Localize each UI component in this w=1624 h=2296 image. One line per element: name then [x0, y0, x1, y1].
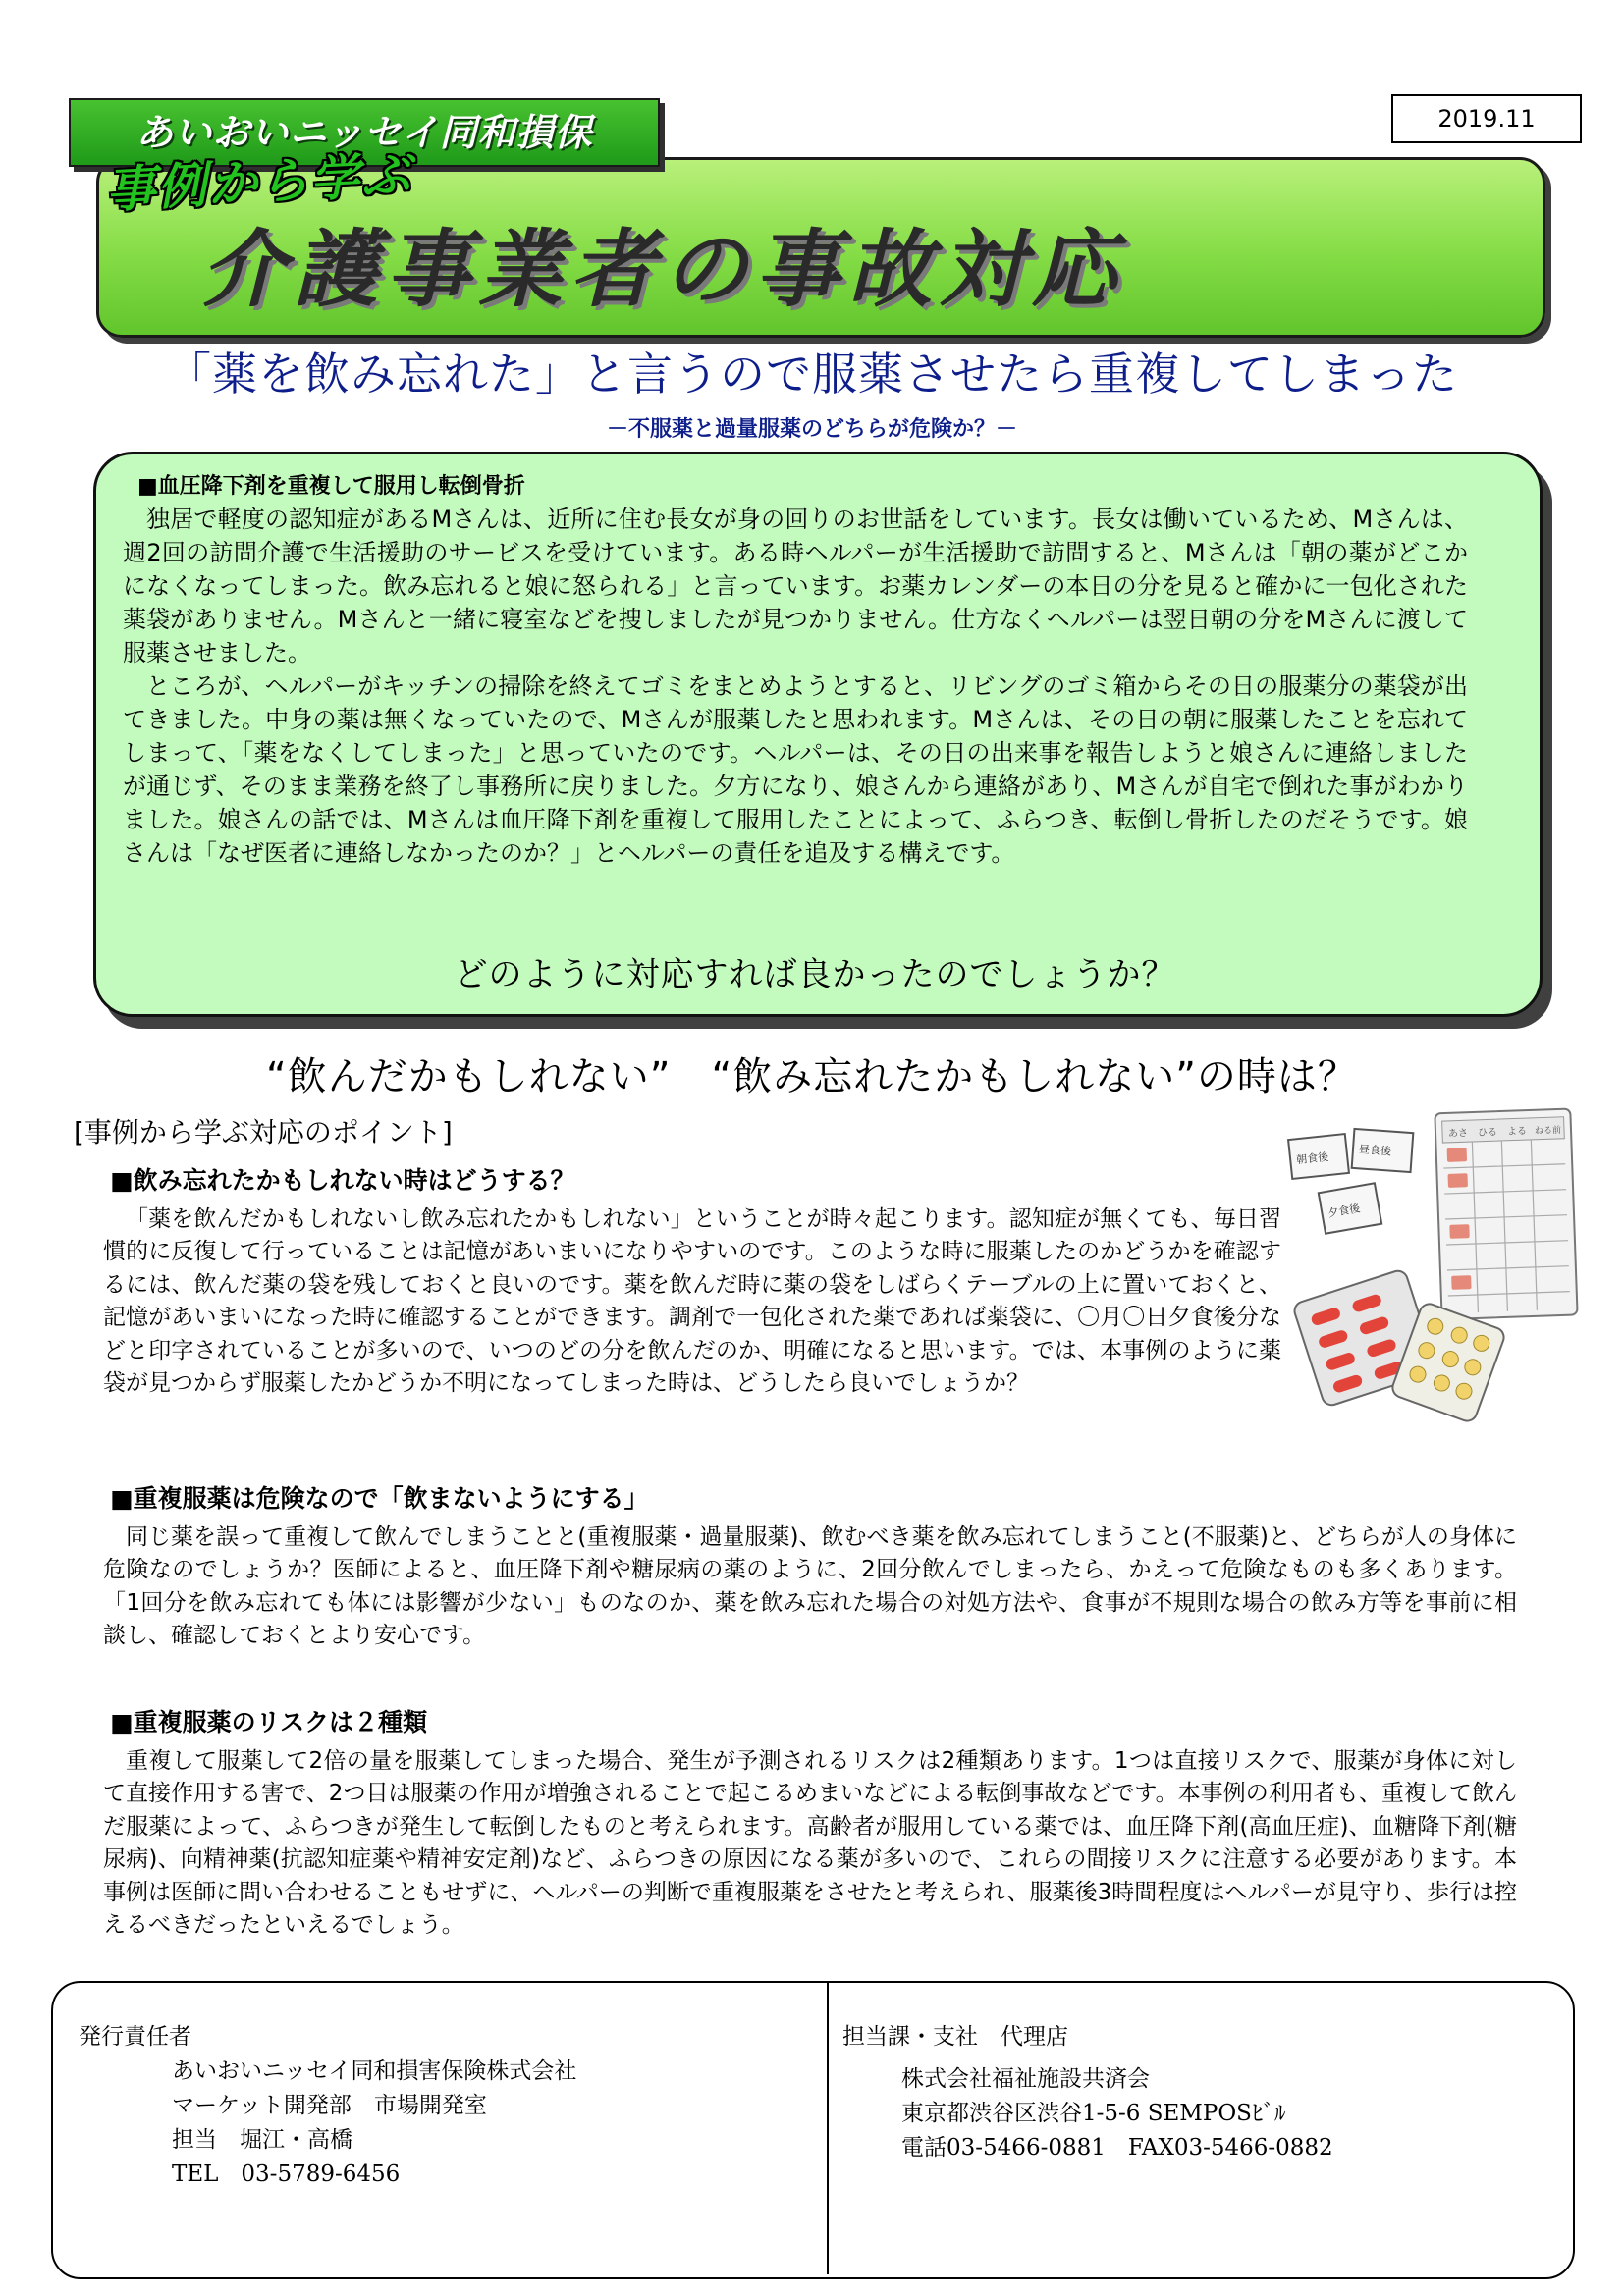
point-paragraph: 同じ薬を誤って重複して飲んでしまうことと(重複服薬・過量服薬)、飲むべき薬を飲み忘れてしまうこと(不服薬)と、どちらが人の身体に危険なのでしょうか？医師によると、血圧降下剤や糖尿病の薬のように、2回分飲んでしまったら、かえって危険なものも多くあります。「1回分を飲み忘れても体には影響が少ない」ものなのか、薬を飲み忘れた場合の対処方法や、食事が不規則な場合の飲み方等を事前に相談し、確認しておくとより安心です。 — [103, 1524, 1517, 1649]
calendar-tab-noon: ひる — [1477, 1127, 1498, 1139]
publisher-info — [79, 2020, 576, 2192]
agency-address: 東京都渋谷区渋谷1-5-6 SEMPOSﾋﾞﾙ — [901, 2101, 1286, 2126]
publisher-phone: TEL 03-5789-6456 — [172, 2162, 401, 2187]
bag-label: 夕食後 — [1326, 1201, 1362, 1220]
agency-info — [842, 2020, 1333, 2165]
section-title: “飲んだかもしれない” “飲み忘れたかもしれない”の時は？ — [266, 1054, 1358, 1099]
page-subtitle: －不服薬と過量服薬のどちらが危険か？－ — [606, 417, 1017, 442]
series-title: 介護事業者の事故対応 — [201, 221, 1124, 319]
publisher-company: あいおいニッセイ同和損害保険株式会社 — [172, 2058, 577, 2084]
case-text — [123, 503, 1468, 870]
publisher-contact-person: 担当 堀江・高橋 — [172, 2127, 352, 2153]
brand-label: あいおいニッセイ同和損保 — [69, 98, 660, 167]
medicine-bag-icon — [1288, 1129, 1413, 1234]
calendar-tab-morning: あさ — [1447, 1128, 1469, 1140]
point-text — [103, 1745, 1517, 1942]
agency-phone: 電話03-5466-0881 FAX03-5466-0882 — [901, 2135, 1333, 2161]
bag-label: 朝食後 — [1295, 1149, 1329, 1167]
medicine-calendar-icon — [1435, 1109, 1577, 1320]
calendar-tab-evening: よる — [1506, 1126, 1528, 1138]
case-paragraph: ところが、ヘルパーがキッチンの掃除を終えてゴミをまとめようとすると、リビングのゴミ箱からその日の服薬分の薬袋が出てきました。中身の薬は無くなっていたので、Mさんが服薬したと思われます。Mさんは、その日の朝に服薬したことを忘れてしまって、「薬をなくしてしまった」と思っていたのです。ヘルパーは、その日の出来事を報告しようと娘さんに連絡しましたが通じず、そのまま業務を終了し事務所に戻りました。夕方になり、娘さんから連絡があり、Mさんが自宅で倒れた事がわかりました。娘さんの話では、Mさんは血圧降下剤を重複して服用したことによって、ふらつき、転倒し骨折したのだそうです。娘さんは「なぜ医者に連絡しなかったのか？」とヘルパーの責任を追及する構えです。 — [123, 672, 1468, 867]
publisher-label: 発行責任者 — [79, 2024, 191, 2050]
points-label: [事例から学ぶ対応のポイント] — [74, 1116, 453, 1148]
point-heading: ■重複服薬は危険なので「飲まないようにする」 — [110, 1484, 649, 1513]
issue-date: 2019.11 — [1391, 94, 1582, 143]
case-question: どのように対応すれば良かったのでしょうか？ — [454, 955, 1176, 994]
publisher-department: マーケット開発部 市場開発室 — [172, 2093, 487, 2118]
medicine-calendar-and-pills-icon — [1286, 1107, 1581, 1431]
agency-label: 担当課・支社 代理店 — [842, 2024, 1068, 2050]
case-paragraph: 独居で軽度の認知症があるMさんは、近所に住む長女が身の回りのお世話をしています。長女は働いているため、Mさんは、週2回の訪問介護で生活援助のサービスを受けています。ある時ヘルパーが生活援助で訪問すると、Mさんは「朝の薬がどこかになくなってしまった。飲み忘れると娘に怒られる」と言っています。お薬カレンダーの本日の分を見ると確かに一包化された薬袋がありません。Mさんと一緒に寝室などを捜しましたが見つかりません。仕方なくヘルパーは翌日朝の分をMさんに渡して服薬させました。 — [123, 506, 1469, 667]
point-text — [103, 1203, 1281, 1400]
series-subtitle: 事例から学ぶ — [104, 145, 414, 219]
footer-divider — [827, 1982, 829, 2274]
calendar-tab-bedtime: ねる前 — [1534, 1125, 1562, 1137]
point-paragraph: 「薬を飲んだかもしれないし飲み忘れたかもしれない」ということが時々起こります。認知症が無くても、毎日習慣的に反復して行っていることは記憶があいまいになりやすいのです。このような時に服薬したのかどうかを確認するには、飲んだ薬の袋を残しておくと良いのです。薬を飲んだ時に薬の袋をしばらくテーブルの上に置いておくと、記憶があいまいになった時に確認することができます。調剤で一包化された薬であれば薬袋に、〇月〇日夕食後分などと印字されていることが多いので、いつのどの分を飲んだのか、明確になると思います。では、本事例のように薬袋が見つからず服薬したかどうか不明になってしまった時は、どうしたら良いでしょうか？ — [103, 1206, 1281, 1397]
point-text — [103, 1522, 1517, 1653]
case-heading: ■血圧降下剤を重複して服用し転倒骨折 — [137, 474, 525, 499]
agency-name: 株式会社福祉施設共済会 — [901, 2066, 1150, 2092]
point-paragraph: 重複して服薬して2倍の量を服薬してしまった場合、発生が予測されるリスクは2種類あります。1つは直接リスクで、服薬が身体に対して直接作用する害で、2つ目は服薬の作用が増強されることで起こるめまいなどによる転倒事故などです。本事例の利用者も、重複して飲んだ服薬によって、ふらつきが発生して転倒したものと考えられます。高齢者が服用している薬では、血圧降下剤(高血圧症)、血糖降下剤(糖尿病)、向精神薬(抗認知症薬や精神安定剤)など、ふらつきの原因になる薬が多いので、これらの間接リスクに注意する必要があります。本事例は医師に問い合わせることもせずに、ヘルパーの判断で重複服薬をさせたと考えられ、服薬後3時間程度はヘルパーが見守り、歩行は控えるべきだったといえるでしょう。 — [103, 1748, 1517, 1939]
point-heading: ■重複服薬のリスクは２種類 — [110, 1708, 428, 1736]
page-title: 「薬を飲み忘れた」と言うので服薬させたら重複してしまった — [166, 347, 1458, 400]
point-heading: ■飲み忘れたかもしれない時はどうする？ — [110, 1166, 575, 1195]
bag-label: 昼食後 — [1358, 1143, 1392, 1158]
